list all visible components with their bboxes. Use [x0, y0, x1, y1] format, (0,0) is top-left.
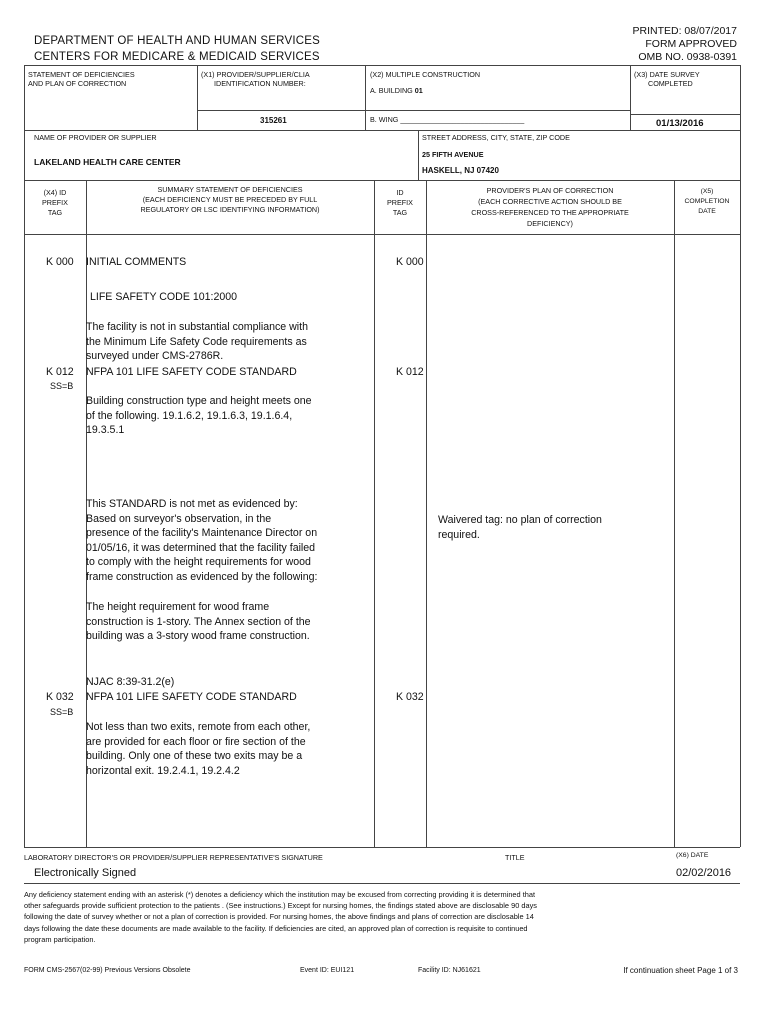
- column-divider: [426, 180, 427, 847]
- waivered-note: Waivered tag: no plan of correction required.: [438, 514, 602, 541]
- table-top-border: [24, 65, 740, 66]
- form-approved: FORM APPROVED: [645, 38, 737, 50]
- building-value: 01: [414, 86, 423, 95]
- statement-label: AND PLAN OF CORRECTION: [28, 79, 127, 88]
- agency-name: CENTERS FOR MEDICARE & MEDICAID SERVICES: [34, 51, 320, 63]
- x3-label: (X3) DATE SURVEY: [634, 70, 700, 79]
- table-divider: [630, 65, 631, 130]
- title-label: TITLE: [505, 853, 525, 862]
- x4-header: (X4) ID PREFIX TAG: [42, 188, 68, 217]
- lsc-heading: LIFE SAFETY CODE 101:2000: [90, 291, 238, 303]
- plan-header: PROVIDER'S PLAN OF CORRECTION (EACH CORRECTIVE ACTION SHOULD BE CROSS-REFERENCED TO THE APPROPRIATE DEFICIENCY): [471, 186, 629, 228]
- date-label: (X6) DATE: [676, 852, 709, 859]
- x3-label: COMPLETED: [648, 79, 693, 88]
- table-rule: [24, 130, 740, 131]
- id-k012: K 012: [396, 366, 424, 378]
- table-divider: [418, 130, 419, 180]
- facility-id: Facility ID: NJ61621: [418, 967, 481, 974]
- id-k000: K 000: [396, 256, 424, 268]
- table-left-border: [24, 65, 25, 847]
- column-divider: [674, 180, 675, 847]
- printed-date: PRINTED: 08/07/2017: [632, 25, 737, 37]
- table-divider: [365, 65, 366, 130]
- provider-name-label: NAME OF PROVIDER OR SUPPLIER: [34, 133, 157, 142]
- survey-date-value: 01/13/2016: [656, 118, 704, 129]
- tag-k032: K 032: [46, 691, 74, 703]
- x1-label: (X1) PROVIDER/SUPPLIER/CLIA: [201, 70, 310, 79]
- table-divider: [197, 65, 198, 130]
- signature-value: Electronically Signed: [34, 867, 137, 879]
- wing-label: B. WING _______________________________: [370, 115, 525, 124]
- form-number: FORM CMS-2567(02-99) Previous Versions Obsolete: [24, 967, 191, 974]
- severity-k012: SS=B: [50, 381, 74, 391]
- address-label: STREET ADDRESS, CITY, STATE, ZIP CODE: [422, 133, 570, 142]
- k032-title: NFPA 101 LIFE SAFETY CODE STANDARD: [86, 691, 297, 703]
- x2-label: (X2) MULTIPLE CONSTRUCTION: [370, 70, 481, 79]
- table-rule: [197, 110, 365, 111]
- table-rule: [630, 114, 740, 115]
- continuation-page: If continuation sheet Page 1 of 3: [623, 966, 738, 975]
- signature-label: LABORATORY DIRECTOR'S OR PROVIDER/SUPPLIER REPRESENTATIVE'S SIGNATURE: [24, 853, 323, 862]
- tag-k000: K 000: [46, 256, 74, 268]
- compliance-text: The facility is not in substantial compliance with the Minimum Life Safety Code requirements as surveyed under CMS-2786R.: [86, 321, 308, 363]
- completion-header: (X5) COMPLETION DATE: [684, 188, 730, 215]
- k012-standard: Building construction type and height meets one of the following. 19.1.6.2, 19.1.6.3, 19.1.6.4, 19.3.5.1: [86, 395, 312, 437]
- not-met-text: This STANDARD is not met as evidenced by: Based on surveyor's observation, in the presence of the facility's Maintenance Director on 01/05/16, it was determined that the facility failed to comply with the height requirements for wood frame construction as evidenced by the following:: [86, 498, 318, 583]
- njac-reference: NJAC 8:39-31.2(e): [86, 676, 175, 688]
- height-requirement-text: The height requirement for wood frame construction is 1-story. The Annex section of the building was a 3-story wood frame construction.: [86, 601, 311, 643]
- statement-label: STATEMENT OF DEFICIENCIES: [28, 70, 135, 79]
- summary-header: SUMMARY STATEMENT OF DEFICIENCIES (EACH DEFICIENCY MUST BE PRECEDED BY FULL REGULATORY OR LSC IDENTIFYING INFORMATION): [140, 185, 320, 214]
- table-rule: [365, 110, 630, 111]
- disclaimer-text: Any deficiency statement ending with an asterisk (*) denotes a deficiency which the institution may be excused from correcting providing it is determined that other safeguards provide sufficient protection to the patients . (See instructions.) Except for nursing homes, the findings stated above are disclosable 90 days following the date of survey whether or not a plan of correction is provided. For nursing homes, the above findings and plans of correction are disclosable 14 days following the date these documents are made available to the facility. If deficiencies are cited, an approved plan of correction is requisite to continued program participation.: [24, 890, 537, 944]
- provider-id-value: 315261: [260, 116, 287, 125]
- table-right-border: [740, 65, 741, 847]
- x1-label: IDENTIFICATION NUMBER:: [214, 79, 306, 88]
- department-name: DEPARTMENT OF HEALTH AND HUMAN SERVICES: [34, 35, 320, 47]
- table-rule: [24, 180, 740, 181]
- tag-k012: K 012: [46, 366, 74, 378]
- severity-k032: SS=B: [50, 707, 74, 717]
- event-id: Event ID: EUI121: [300, 967, 355, 974]
- signature-date: 02/02/2016: [676, 867, 732, 879]
- city-state-zip: HASKELL, NJ 07420: [422, 166, 499, 175]
- signature-rule: [24, 883, 740, 884]
- provider-name: LAKELAND HEALTH CARE CENTER: [34, 157, 181, 167]
- building-label: A. BUILDING 01: [370, 86, 423, 95]
- id-prefix-header: ID PREFIX TAG: [387, 188, 413, 217]
- omb-number: OMB NO. 0938-0391: [638, 51, 737, 63]
- table-bottom-border: [24, 847, 740, 848]
- table-rule: [24, 234, 740, 235]
- k032-standard: Not less than two exits, remote from each other, are provided for each floor or fire section of the building. Only one of these two exits may be a horizontal exit. 19.2.4.1, 19.2.4.2: [86, 721, 311, 777]
- column-divider: [374, 180, 375, 847]
- initial-comments-title: INITIAL COMMENTS: [86, 256, 187, 268]
- street-address: 25 FIFTH AVENUE: [422, 150, 484, 159]
- k012-title: NFPA 101 LIFE SAFETY CODE STANDARD: [86, 366, 297, 378]
- id-k032: K 032: [396, 691, 424, 703]
